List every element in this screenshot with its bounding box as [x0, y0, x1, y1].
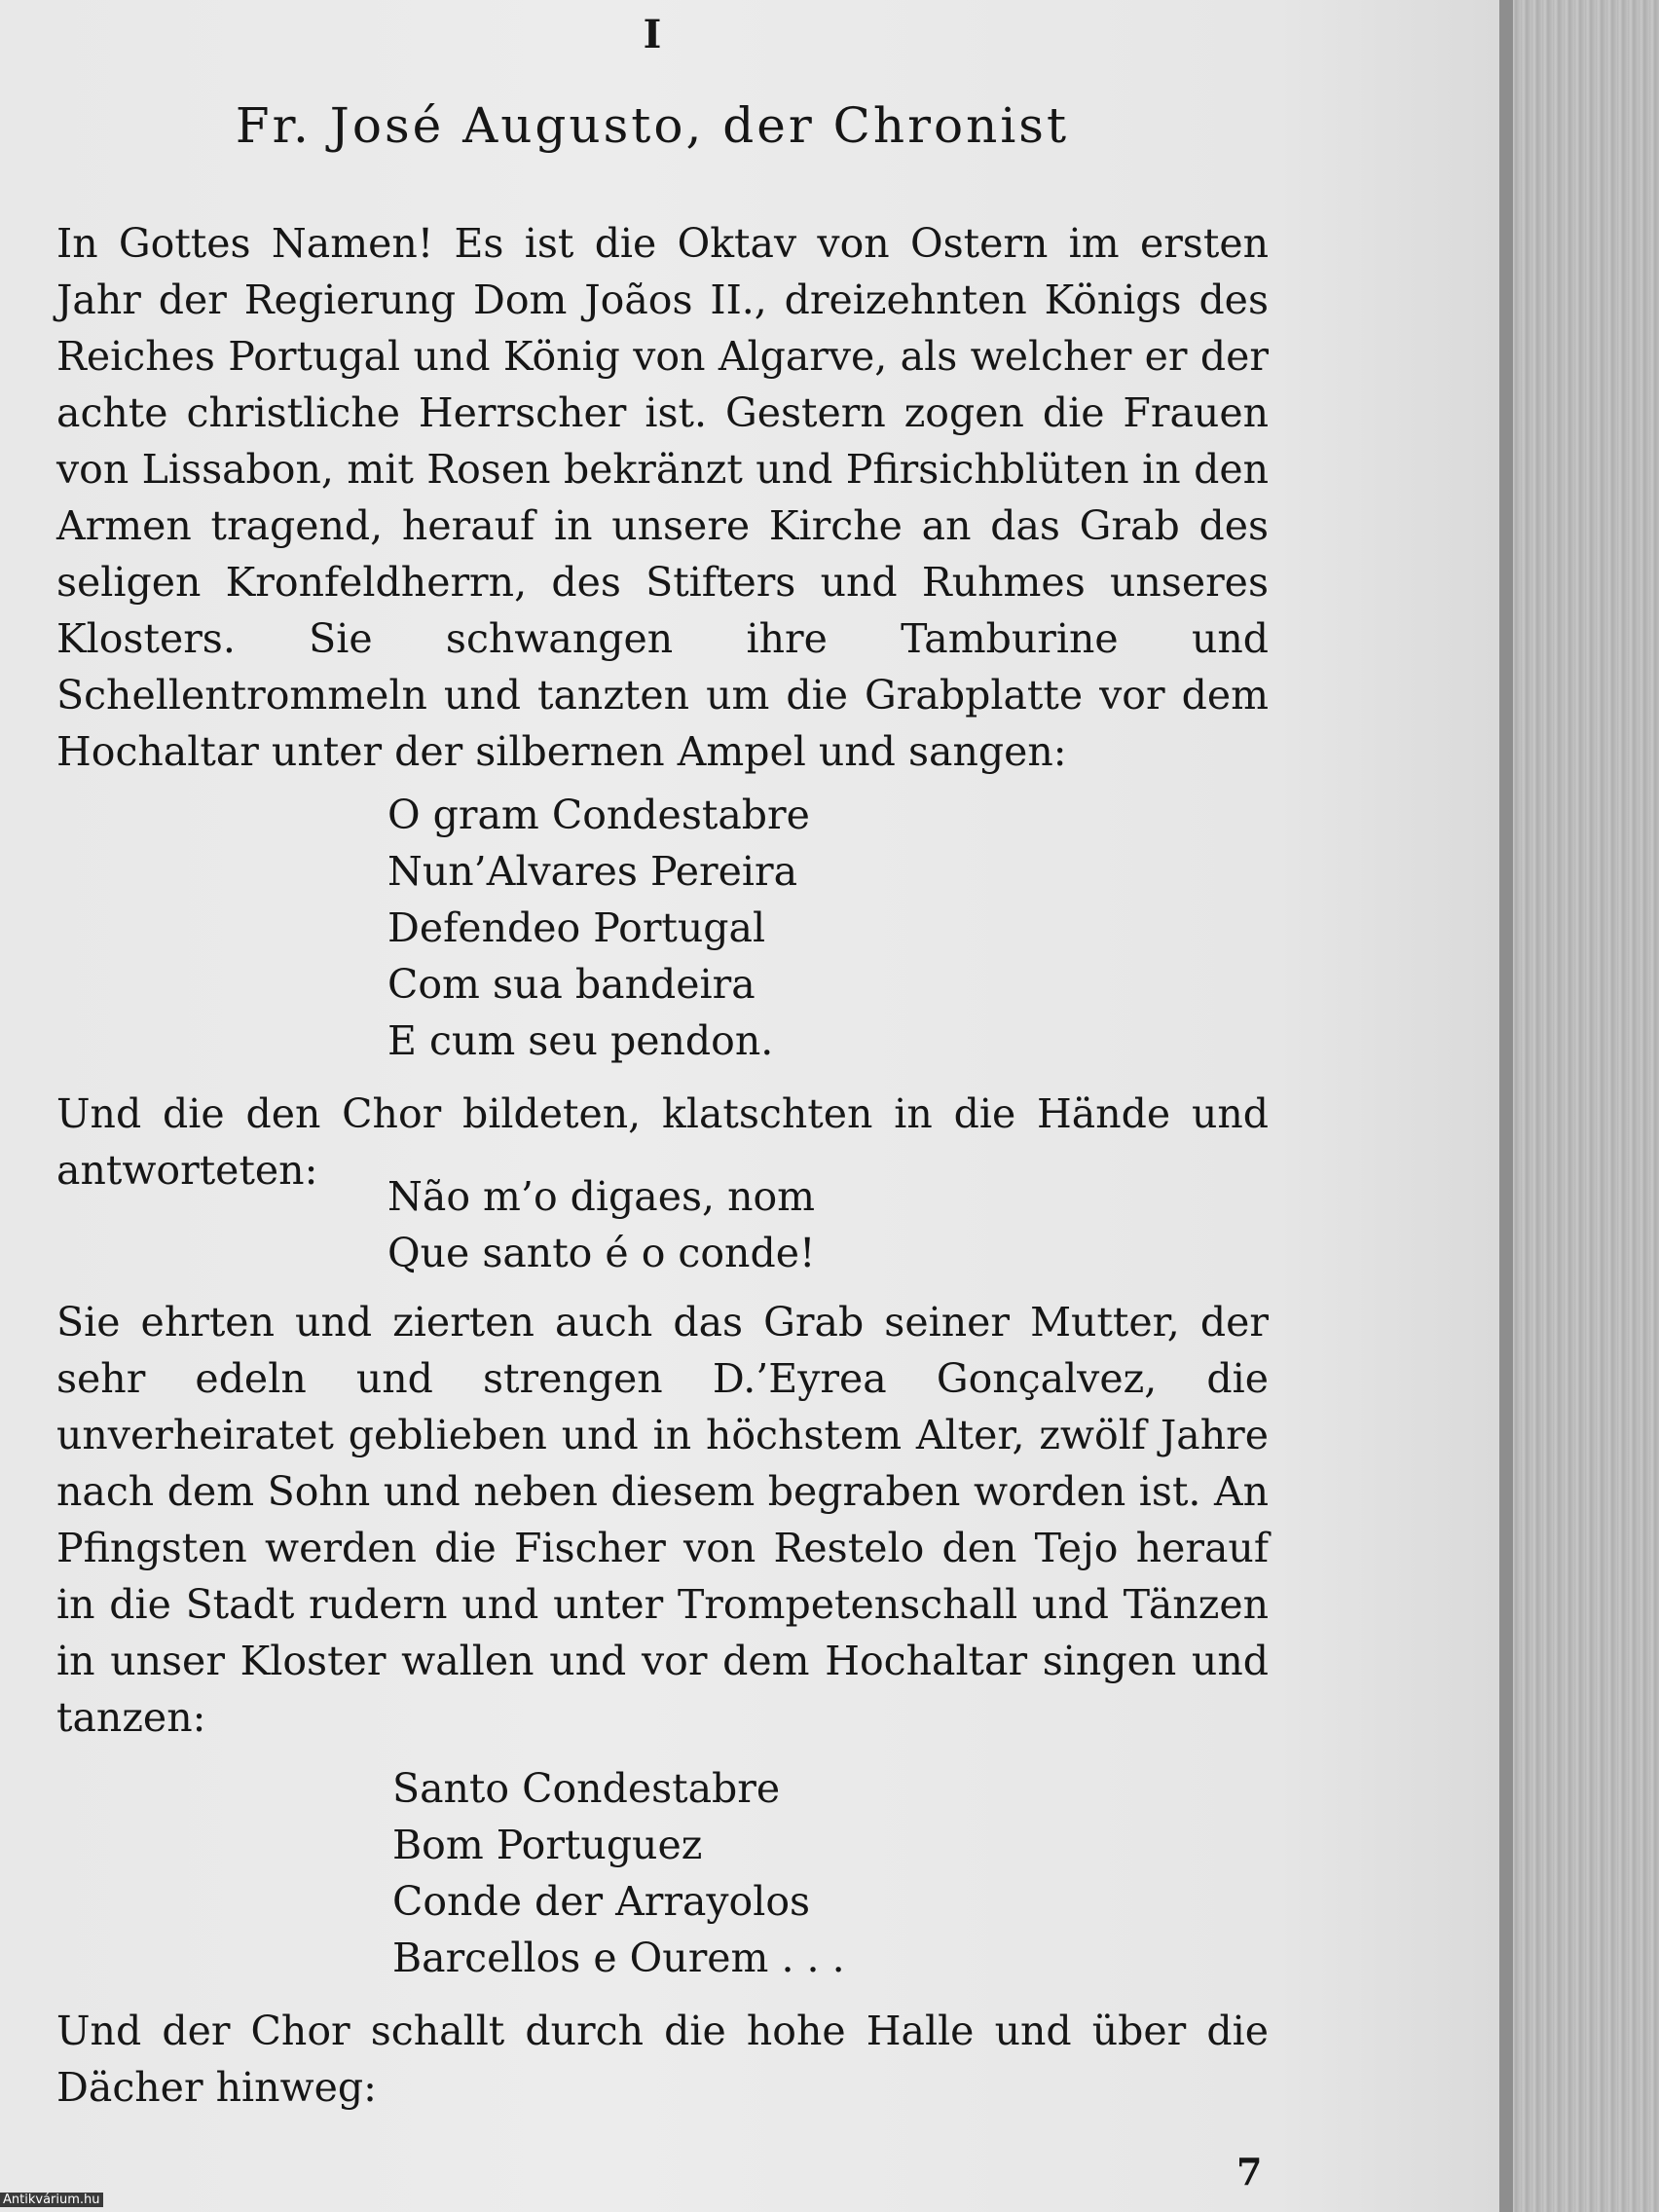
- paragraph-2: Und die den Chor bildeten, klatschten in die Hände und antworteten:: [56, 1090, 1269, 1194]
- paragraph-4: Und der Chor schallt durch die hohe Halle und über die Dächer hinweg:: [56, 2008, 1269, 2111]
- verse-line: Conde der Arrayolos: [392, 1878, 811, 1925]
- page-edge: [1499, 0, 1659, 2212]
- verse-3: [392, 1760, 845, 1986]
- watermark-label: Antikvárium.hu: [0, 2193, 103, 2207]
- verse-line: Que santo é o conde!: [387, 1230, 816, 1276]
- verse-1: [387, 787, 810, 1069]
- chapter-title: Fr. José Augusto, der Chronist: [235, 97, 1070, 154]
- verse-line: Defendeo Portugal: [387, 904, 766, 951]
- verse-line: O gram Condestabre: [387, 792, 810, 838]
- paragraph-1: In Gottes Namen! Es ist die Oktav von Ostern im ersten Jahr der Regierung Dom Joãos II., dreizehnten Königs des Reiches Portugal und König von Algarve, als welcher er der achte christliche Herrscher ist. Gestern zogen die Frauen von Lissabon, mit Rosen bekränzt und Pfirsichblüten in den Armen tragend, herauf in unsere Kirche an das Grab des seligen Kronfeldherrn, des Stifters und Ruhmes unseres Klosters. Sie schwangen ihre Tamburine und Schellentrommeln und tanzten um die Grabplatte vor dem Hochaltar unter der silbernen Ampel und sangen:: [56, 220, 1269, 775]
- chapter-number: I: [643, 12, 662, 57]
- verse-line: E cum seu pendon.: [387, 1017, 774, 1064]
- verse-line: Barcellos e Ourem . . .: [392, 1935, 845, 1981]
- page-number: 7: [1236, 2150, 1263, 2194]
- verse-line: Bom Portuguez: [392, 1822, 703, 1868]
- verse-line: Com sua bandeira: [387, 961, 756, 1008]
- verse-2: [387, 1168, 815, 1281]
- verse-line: Não m’o digaes, nom: [387, 1173, 816, 1220]
- verse-line: Nun’Alvares Pereira: [387, 848, 798, 895]
- verse-line: Santo Condestabre: [392, 1765, 781, 1812]
- paragraph-3: Sie ehrten und zierten auch das Grab seiner Mutter, der sehr edeln und strengen D.’Eyrea Gonçalvez, die unverheiratet geblieben und in höchstem Alter, zwölf Jahre nach dem Sohn und neben diesem begraben worden ist. An Pfingsten werden die Fischer von Restelo den Tejo herauf in die Stadt rudern und unter Trompetenschall und Tänzen in unser Kloster wallen und vor dem Hochaltar singen und tanzen:: [56, 1299, 1269, 1741]
